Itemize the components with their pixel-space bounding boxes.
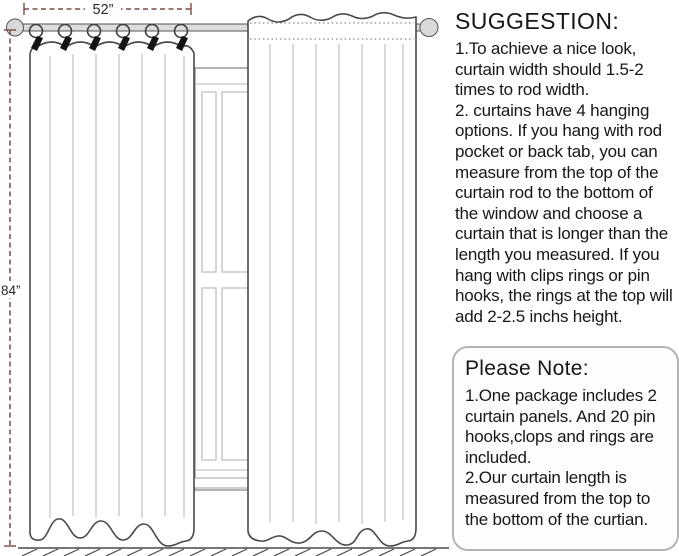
note-item-1: 1.One package includes 2 curtain panels. And 20 pin hooks,clops and rings are included. xyxy=(465,386,657,467)
floor xyxy=(18,548,449,556)
rod-finial-left xyxy=(7,19,24,36)
note-item-2: 2.Our curtain length is measured from the top to the bottom of the curtian. xyxy=(465,468,651,529)
curtain-panel-right xyxy=(248,13,416,546)
rod-finial-right xyxy=(420,19,438,37)
rod-width-label: 52” xyxy=(92,2,114,18)
suggestion-section xyxy=(455,8,679,327)
curtain-length-dimension xyxy=(0,30,27,546)
suggestion-title: SUGGESTION: xyxy=(455,8,620,34)
suggestion-item-2: 2. curtains have 4 hanging options. If you hang with rod pocket or back tab, you can measure from the top of the curtain rod to the bottom of the window and choose a curtain that is longer than the length you measured. If you hang with clips rings or pin hooks, the rings at the top will add 2-2.5 inchs height. xyxy=(455,100,673,326)
curtain-length-label: 84” xyxy=(1,283,21,298)
suggestion-item-1: 1.To achieve a nice look, curtain width should 1.5-2 times to rod width. xyxy=(455,39,644,100)
curtain-panel-left xyxy=(30,42,194,546)
note-title: Please Note: xyxy=(465,357,589,380)
rod-width-dimension xyxy=(24,0,191,18)
please-note-box xyxy=(452,346,679,551)
